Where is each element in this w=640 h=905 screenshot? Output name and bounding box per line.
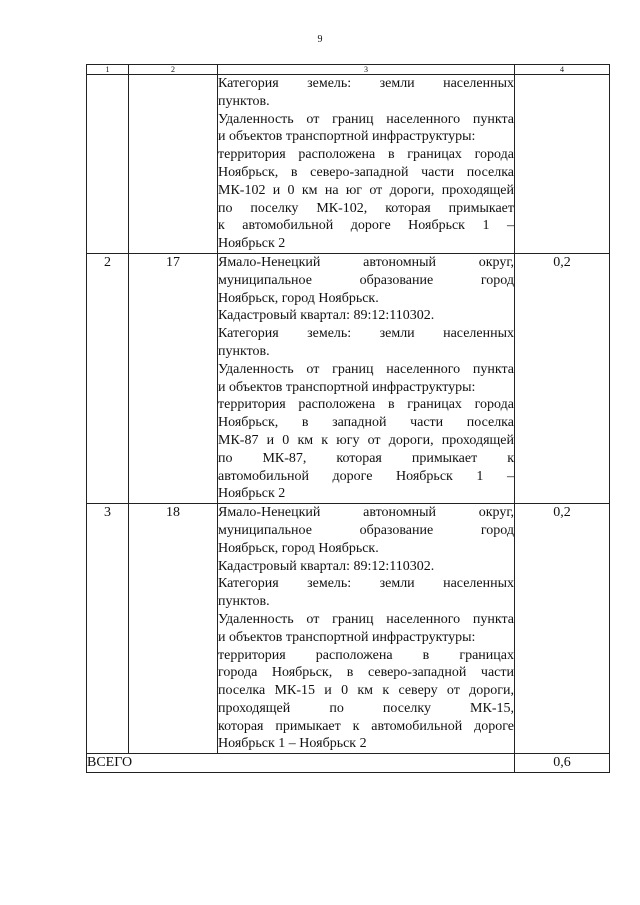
- description-line: муниципальное образование город: [218, 272, 514, 288]
- land-plots-table: [86, 64, 610, 773]
- description-line: Ноябрьск 2: [218, 236, 286, 252]
- total-row: [87, 754, 610, 773]
- description-line: города Ноябрьск, в северо-западной части: [218, 665, 514, 681]
- description-line: которая примыкает к автомобильной дороге: [218, 718, 514, 734]
- description-line: Удаленность от границ населенного пункта: [218, 111, 514, 127]
- header-col-4: 4: [515, 65, 610, 75]
- description-line: Ямало-Ненецкий автономный округ,: [218, 505, 514, 521]
- description-line: Ноябрьск, в северо-западной части поселка: [218, 164, 514, 180]
- table-row: [87, 75, 610, 254]
- table-header-row: [87, 65, 610, 75]
- description-line: по поселку МК-102, которая примыкает: [218, 200, 514, 216]
- description-line: к автомобильной дороге Ноябрьск 1 –: [218, 218, 514, 234]
- description-line: Кадастровый квартал: 89:12:110302.: [218, 558, 435, 574]
- description-line: и объектов транспортной инфраструктуры:: [218, 379, 476, 395]
- plot-number: [129, 75, 218, 254]
- row-number: [87, 75, 129, 254]
- plot-description: [218, 504, 515, 754]
- description-line: поселка МК-15 и 0 км к северу от дороги,: [218, 683, 514, 699]
- description-line: Ямало-Ненецкий автономный округ,: [218, 254, 514, 270]
- description-line: Категория земель: земли населенных: [218, 76, 514, 91]
- description-line: муниципальное образование город: [218, 522, 514, 538]
- page-number: 9: [317, 34, 323, 45]
- plot-description: [218, 75, 515, 254]
- description-line: МК-87 и 0 км к югу от дороги, проходящей: [218, 432, 514, 448]
- description-line: Удаленность от границ населенного пункта: [218, 611, 514, 627]
- description-line: и объектов транспортной инфраструктуры:: [218, 629, 476, 645]
- description-line: МК-102 и 0 км на юг от дороги, проходящей: [218, 182, 514, 198]
- header-col-1: 1: [87, 65, 129, 75]
- plot-number: 18: [129, 504, 218, 754]
- header-col-3: 3: [218, 65, 515, 75]
- description-line: пунктов.: [218, 594, 270, 610]
- description-line: Кадастровый квартал: 89:12:110302.: [218, 308, 435, 324]
- total-value: 0,6: [515, 754, 610, 773]
- description-line: Ноябрьск, город Ноябрьск.: [218, 540, 379, 556]
- description-line: Ноябрьск, город Ноябрьск.: [218, 290, 379, 306]
- description-line: Ноябрьск 2: [218, 486, 286, 502]
- description-line: проходящей по поселку МК-15,: [218, 700, 514, 716]
- plot-description: [218, 253, 515, 503]
- plot-area: [515, 75, 610, 254]
- description-line: автомобильной дороге Ноябрьск 1 –: [218, 468, 514, 484]
- header-col-2: 2: [129, 65, 218, 75]
- plot-area: 0,2: [515, 253, 610, 503]
- row-number: 3: [87, 504, 129, 754]
- description-line: Категория земель: земли населенных: [218, 576, 514, 592]
- plot-number: 17: [129, 253, 218, 503]
- table-row: [87, 253, 610, 503]
- description-line: по МК-87, которая примыкает к: [218, 450, 514, 466]
- table-row: [87, 504, 610, 754]
- description-line: и объектов транспортной инфраструктуры:: [218, 129, 476, 145]
- description-line: пунктов.: [218, 93, 270, 109]
- description-line: Ноябрьск 1 – Ноябрьск 2: [218, 736, 367, 752]
- total-label: ВСЕГО: [87, 754, 515, 773]
- description-line: территория расположена в границах города: [218, 147, 514, 163]
- description-line: Категория земель: земли населенных: [218, 326, 514, 342]
- description-line: пунктов.: [218, 343, 270, 359]
- row-number: 2: [87, 253, 129, 503]
- description-line: Удаленность от границ населенного пункта: [218, 361, 514, 377]
- description-line: территория расположена в границах: [218, 647, 514, 663]
- description-line: Ноябрьск, в западной части поселка: [218, 415, 514, 431]
- description-line: территория расположена в границах города: [218, 397, 514, 413]
- plot-area: 0,2: [515, 504, 610, 754]
